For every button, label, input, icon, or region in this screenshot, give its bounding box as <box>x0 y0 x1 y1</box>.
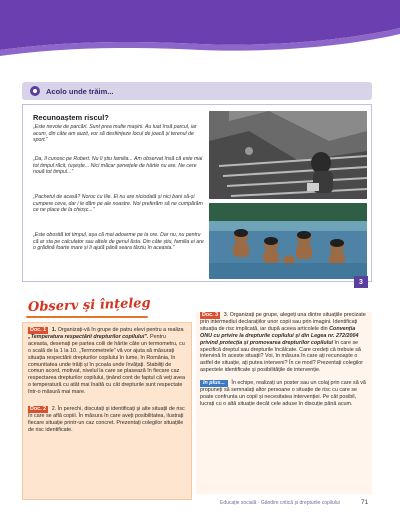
activity-2-body: 2. În perechi, discutați și identificați și alte situații de risc în care se află copiii. În măsura în care aveți posibilitatea, ilustrați fiecare situație printr-un caz concret. Prezentați colegilor situațiile de risc identificate. <box>28 406 185 433</box>
top-decorative-band <box>0 0 400 60</box>
activity-1 <box>28 327 186 396</box>
activity-3-body: în care se specifică dreptul sau drepturile încălcate. Care credeți că trebuie să intervină în aceste situații? Voi, în măsura în care ați recunoaște o astfel de situație, ați putea interveni? În ce mod? Prezentați colegilor aspectele identificate și posibilitățile de intervenție. <box>200 339 364 374</box>
section-bullet-icon <box>30 86 40 96</box>
in-plus-tag: În plus... <box>200 380 228 387</box>
activities-right-column <box>196 312 372 494</box>
activity-1-body: Pentru aceasta, desenați pe partea colii de hârtie câte un termometru, cu o scală de la 1 la 10. „Termometrele” vă vor ajuta să măsurați situația respectării drepturilor copilului în lume, în România, în comunitatea unde trăiți și în școala unde învățați. Stabiliți de comun acord, motivat, nivelul la care se plasează în fiecare caz respectarea drepturilor copilului, ținând cont de faptul că veți avea o temperatură cu atât mai înaltă cu cât drepturile sunt respectate într-o măsură mai mare. <box>28 333 186 396</box>
quote-3: „Pachetul de acasă? Noroc cu Ilie. El nu are niciodată și nici bani să-și cumpere ceva, dar i le dăm pe ale noastre. Noi preferăm să ne cumpărăm ce ne place de la chioșc...” <box>33 194 203 214</box>
doc-1-tag: Doc. 1 <box>30 327 47 333</box>
quote-1: „Este nevoie de parcări. Sunt prea multe mașini. Au luat însă parcul, iar acum, din câte am auzit, vor să desființeze locul de joacă și terenul de sport.” <box>33 124 197 144</box>
extra-activity <box>200 380 368 408</box>
page-number: 71 <box>361 499 369 506</box>
activity-3 <box>200 312 368 374</box>
activity-1-title: „Temperatura respectării drepturilor copilului”. <box>28 333 149 340</box>
activity-1-number: 1. <box>51 327 57 333</box>
title-underline <box>26 316 148 318</box>
activity-1-intro: Organizați-vă în grupe de patru elevi pentru a realiza <box>57 327 184 333</box>
section-title: Acolo unde trăim... <box>46 86 114 96</box>
quote-4: „Este obosită tot timpul, așa că mai adoarme pe la ore. Dar nu, nu pentru că ar sta pe calculator sau altele de genul ăsta. Din câte știu, familia ei are o grădină foarte mare și îi ajută până seara târziu în aceasta.” <box>33 232 204 252</box>
extra-activity-body: În echipe, realizați un poster sau un colaj prin care să vă propuneți să semnalați altor persoane o situație de risc cu care se poate confrunta un copil și necesitatea intervenției. Pe cât posibil, lucrați cu o altă situație decât cele aduse în discuție până acum. <box>200 380 366 407</box>
observ-section-title: Observ și înțeleg <box>27 295 151 316</box>
activity-3-legal-reference: Convenția ONU cu privire la drepturile copilului și din Legea nr. 272/2004 privind protecția și promovarea drepturilor copilului <box>200 325 359 346</box>
doc-3-tag: Doc. 3 <box>202 312 219 318</box>
footer-book-title: Educație socială · Gândire critică și drepturile copilului <box>220 500 340 506</box>
activities-left-box <box>22 322 192 500</box>
page-section-badge: 3 <box>354 276 368 288</box>
story-box <box>22 104 372 282</box>
story-title: Recunoaștem riscul? <box>33 113 109 122</box>
quote-2: „Da, îl cunosc pe Robert. Nu îi știu familia... Am observat însă că este mai tot timpul răcit, tușește... Nici măcar șervețele de hârtie nu are. Ne cere nouă tot timpul...” <box>33 156 203 176</box>
section-header <box>22 82 372 100</box>
photo-child-on-stairs <box>209 111 367 199</box>
doc-2-tag: Doc. 2 <box>30 406 47 413</box>
activity-3-intro: 3. Organizați pe grupe, alegeți una dintre situațiile precizate prin intermediul declarațiilor unor copii sau prin imagini. Identificați situația de risc implicată, iar după aceea articolele din <box>200 312 366 332</box>
photo-children-in-water <box>209 203 367 279</box>
activity-2 <box>28 406 186 434</box>
